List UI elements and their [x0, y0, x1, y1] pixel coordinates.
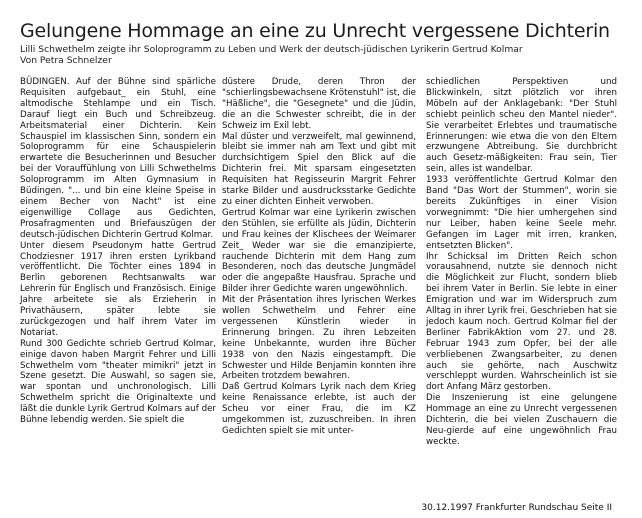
- byline: Von Petra Schnelzer: [20, 55, 112, 66]
- paragraph: Daß Gertrud Kolmars Lyrik nach dem Krieg keine Renaissance erlebte, ist auch der Scheu vor einer Frau, die im KZ umgekommen ist, zuzuschreiben. In ihren Gedichten spielt sie mit unter-: [222, 382, 416, 436]
- article-column-2: [222, 77, 416, 437]
- headline: Gelungene Hommage an eine zu Unrecht vergessene Dichterin: [20, 20, 610, 42]
- article-column-3: [426, 77, 617, 448]
- paragraph: schiedlichen Perspektiven und Blickwinkeln, sitzt plötzlich vor ihren Möbeln auf der Anklagebank: "Der Stuhl schiebt peinlich scheu den Mantel nieder". Sie verarbeitet Erlebtes und traumatische Erinnerungen: wie etwa die von den Eltern erzwungene Abtreibung. Sie durchbricht auch Gesetz-mäßigkeiten: Frau sein, Tier sein, alles ist wandelbar.: [426, 77, 617, 175]
- paragraph: 1933 veröffentlichte Gertrud Kolmar den Band "Das Wort der Stummen", worin sie bereits Zukünftiges in einer Vision vorwegnimmt: "Die hier umhergehen sind nur Leiber, haben keine Seele mehr. Gefangen im Lager mit irren, kranken, entsetzten Blicken".: [426, 175, 617, 251]
- paragraph: düstere Drude, deren Thron der "schierlingsbewachsene Krötenstuhl" ist, die "Häßliche", die "Gesegnete" und die Jüdin, die an die Schwester schreibt, die in der Schweiz im Exil lebt.: [222, 77, 416, 131]
- paragraph: Mal düster und verzweifelt, mal gewinnend, bleibt sie immer nah am Text und gibt mit durchsichtigem Spiel den Blick auf die Dichterin frei. Mit sparsam eingesetzten Requisiten hat Regisseurin Margrit Fehrer starke Bilder und ausdrucksstarke Gedichte zu einer dichten Einheit verwoben.: [222, 131, 416, 207]
- source-footer: 30.12.1997 Frankfurter Rundschau Seite II: [421, 503, 612, 513]
- paragraph: Rund 300 Gedichte schrieb Gertrud Kolmar, einige davon haben Margrit Fehrer und Lilli Schwethelm vom "theater mimikri" jetzt in Szene gesetzt. Die Auswahl, so sagen sie, war spontan und unchronologisch. Lilli Schwethelm spricht die Originaltexte und läßt die dunkle Lyrik Gertrud Kolmars auf der Bühne lebendig werden. Sie spielt die: [20, 338, 216, 426]
- article-column-1: [20, 77, 216, 426]
- paragraph: Unter diesem Pseudonym hatte Gertrud Chodziesner 1917 ihren ersten Lyrikband veröffentlicht. Die Töchter eines 1894 in Berlin geborenen Rechtsanwalts war Lehrerin für Englisch und Französisch. Einige Jahre arbeitete sie als Erzieherin in Privathäusern, später lebte sie zurückgezogen und half ihrem Vater im Notariat.: [20, 240, 216, 338]
- paragraph: Mit der Präsentation ihres lyrischen Werkes wollen Schwethelm und Fehrer eine vergessenen Künstlerin wieder in Erinnerung bringen. Zu ihren Lebzeiten keine Unbekannte, wurden ihre Bücher 1938 von den Nazis eingestampft. Die Schwester und Hilde Benjamin konnten ihre Arbeiten trotzdem bewahren.: [222, 295, 416, 382]
- paragraph: Gertrud Kolmar war eine Lyrikerin zwischen den Stühlen, sie erfüllte als Jüdin, Dichterin und Frau keines der Klischees der Weimarer Zeit_ Weder war sie die emanzipierte, rauchende Dichterin mit dem Hang zum Besonderen, noch das deutsche Jungmädel oder die angepaßte Hausfrau. Sprache und Bilder ihrer Gedichte waren ungewöhnlich.: [222, 207, 416, 295]
- paragraph: BÜDINGEN. Auf der Bühne sind spärliche Requisiten aufgebaut_ ein Stuhl, eine altmodische Stehlampe und ein Tisch. Darauf liegt ein Buch und Schreibzeug. Arbeitsmaterial einer Dichterin. Kein Schauspiel im klassischen Sinn, sondern ein Soloprogramm für eine Schauspielerin erwartete die Besucherinnen und Besucher bei der Vorauffühlung von Lilli Schwethelms Soloprogramm im Alten Gymnasium in Büdingen. "... und bin eine kleine Speise in einem Becher von Nacht" ist eine eigenwillige Collage aus Gedichten, Prosafragmenten und Briefauszügen der deutsch-jüdischen Dichterin Gertrud Kolmar.: [20, 77, 216, 240]
- paragraph: Ihr Schicksal im Dritten Reich schon vorausahnend, nutzte sie dennoch nicht die Möglichkeit zur Flucht, sondern blieb bei ihrem Vater in Berlin. Sie lebte in einer Emigration und war im Widerspruch zum Alltag in ihrer Lyrik frei. Geschrieben hat sie jedoch kaum noch. Gertrud Kolmar fiel der Berliner FabrikAktion vom 27. und 28. Februar 1943 zum Opfer, bei der alle verbliebenen Zwangsarbeiter, zu denen auch sie gehörte, nach Auschwitz verschleppt wurden. Wahrscheinlich ist sie dort Anfang März gestorben.: [426, 251, 617, 393]
- paragraph: Die Inszenierung ist eine gelungene Hommage an eine zu Unrecht vergessenen Dichterin, die bei vielen Zuschauern die Neu-gierde auf eine ungewöhnlich Frau weckte.: [426, 393, 617, 447]
- subheadline: Lilli Schwethelm zeigte ihr Soloprogramm zu Leben und Werk der deutsch-jüdischen Lyrikerin Gertrud Kolmar: [20, 44, 523, 55]
